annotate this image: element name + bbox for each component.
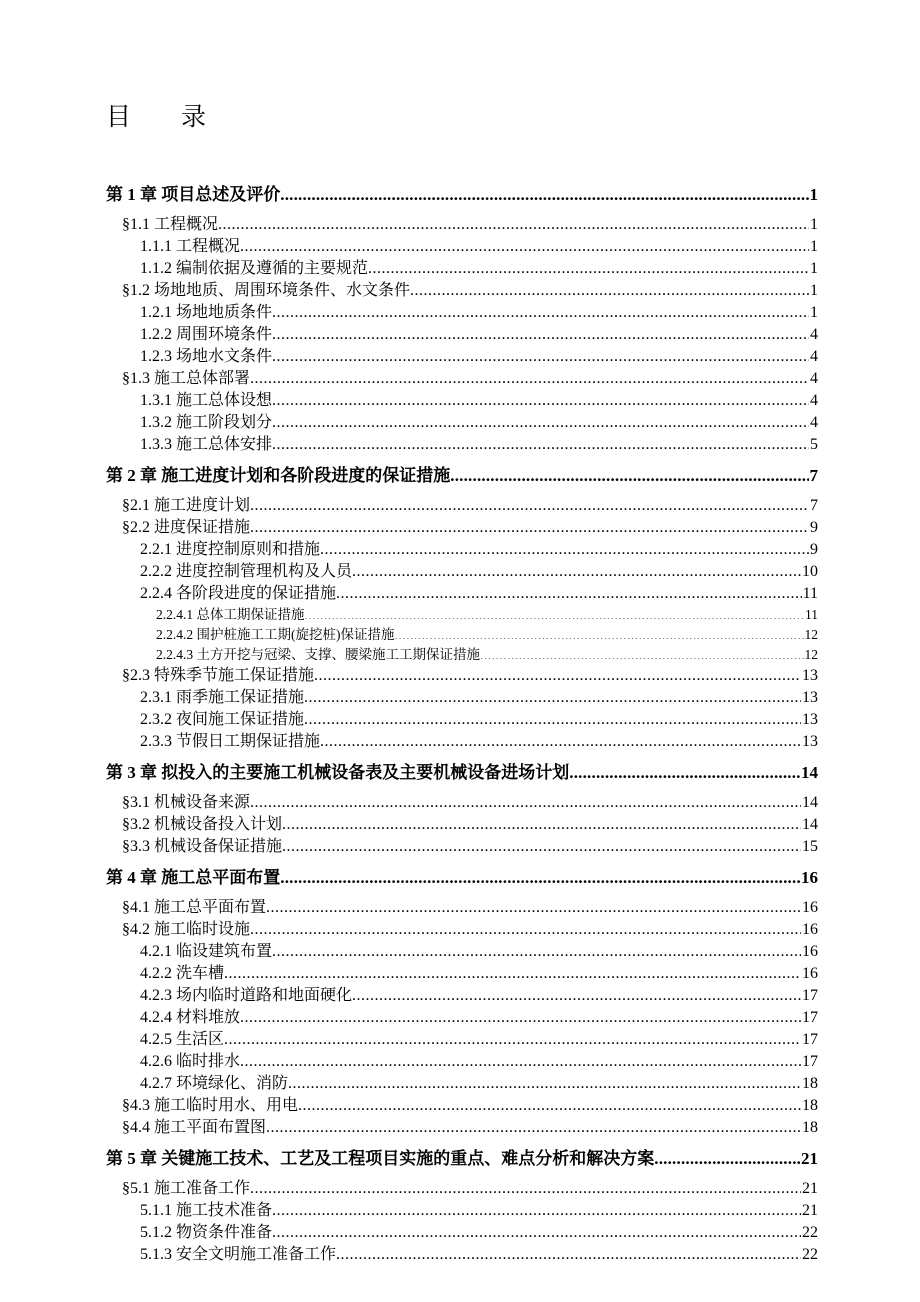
- toc-leader-dots: [272, 390, 809, 406]
- toc-leader-dots: [282, 836, 801, 852]
- toc-leader-dots: [272, 1222, 801, 1238]
- toc-entry-label: 第 1 章 项目总述及评价: [106, 185, 281, 204]
- toc-entry[interactable]: [122, 665, 818, 687]
- toc-entry[interactable]: [140, 561, 818, 583]
- toc-leader-dots: [450, 466, 808, 483]
- toc-leader-dots: [395, 626, 804, 640]
- toc-entry-page-number: 16: [802, 943, 818, 960]
- toc-entry-page-number: 22: [802, 1246, 818, 1263]
- toc-entry[interactable]: [140, 1029, 818, 1051]
- toc-entry[interactable]: [106, 185, 818, 205]
- toc-entry-page-number: 4: [810, 414, 818, 431]
- toc-leader-dots: [224, 963, 801, 979]
- toc-entry-label: §2.1 施工进度计划: [122, 497, 251, 514]
- toc-entry-page-number: 13: [802, 711, 818, 728]
- toc-entry-page-number: 1: [810, 238, 818, 255]
- toc-leader-dots: [336, 583, 802, 599]
- toc-entry-page-number: 4: [810, 392, 818, 409]
- toc-entry-page-number: 18: [802, 1119, 818, 1136]
- toc-entry-label: §3.1 机械设备来源: [122, 794, 251, 811]
- toc-entry[interactable]: [140, 687, 818, 709]
- toc-entry[interactable]: [140, 709, 818, 731]
- toc-entry-label: 2.2.4.3 土方开挖与冠梁、支撑、腰梁施工工期保证措施: [156, 647, 480, 662]
- toc-entry-label: §3.2 机械设备投入计划: [122, 816, 283, 833]
- toc-entry-label: 2.2.4.1 总体工期保证措施: [156, 607, 305, 622]
- toc-entry[interactable]: [140, 539, 818, 561]
- table-of-contents: [0, 175, 920, 1266]
- toc-leader-dots: [288, 1073, 801, 1089]
- toc-entry-page-number: 22: [802, 1224, 818, 1241]
- toc-entry[interactable]: [140, 985, 818, 1007]
- toc-leader-dots: [320, 539, 809, 555]
- toc-entry[interactable]: [106, 868, 818, 888]
- toc-entry[interactable]: [106, 763, 818, 783]
- toc-leader-dots: [304, 687, 801, 703]
- toc-entry-page-number: 7: [809, 466, 818, 485]
- toc-entry[interactable]: [140, 258, 818, 280]
- toc-entry[interactable]: [140, 1244, 818, 1266]
- toc-entry[interactable]: [140, 324, 818, 346]
- toc-entry-label: 第 3 章 拟投入的主要施工机械设备表及主要机械设备进场计划: [106, 763, 570, 782]
- toc-entry-label: 1.2.1 场地地质条件: [140, 304, 273, 321]
- toc-leader-dots: [250, 517, 809, 533]
- toc-entry-label: 2.2.4 各阶段进度的保证措施: [140, 585, 337, 602]
- toc-entry-page-number: 21: [802, 1180, 818, 1197]
- toc-entry[interactable]: [140, 236, 818, 258]
- toc-entry-page-number: 7: [810, 497, 818, 514]
- toc-entry[interactable]: [122, 517, 818, 539]
- toc-leader-dots: [250, 792, 801, 808]
- toc-leader-dots: [250, 919, 801, 935]
- toc-entry[interactable]: [122, 897, 818, 919]
- toc-entry[interactable]: [106, 466, 818, 486]
- toc-entry-page-number: 16: [802, 899, 818, 916]
- toc-entry-page-number: 1: [810, 260, 818, 277]
- toc-entry-page-number: 4: [810, 370, 818, 387]
- toc-entry[interactable]: [106, 1149, 818, 1169]
- toc-entry-page-number: 1: [809, 185, 818, 204]
- toc-leader-dots: [272, 324, 809, 340]
- toc-entry-page-number: 17: [802, 987, 818, 1004]
- toc-entry-page-number: 12: [804, 647, 818, 662]
- toc-entry-label: 4.2.2 洗车槽: [140, 965, 225, 982]
- toc-entry-page-number: 4: [810, 348, 818, 365]
- toc-entry[interactable]: [122, 280, 818, 302]
- toc-leader-dots: [272, 1200, 801, 1216]
- toc-leader-dots: [569, 763, 800, 780]
- toc-entry-page-number: 9: [810, 519, 818, 536]
- toc-entry-label: 1.2.2 周围环境条件: [140, 326, 273, 343]
- toc-entry-label: §2.3 特殊季节施工保证措施: [122, 667, 315, 684]
- toc-entry[interactable]: [140, 390, 818, 412]
- toc-entry-page-number: 13: [802, 689, 818, 706]
- toc-entry[interactable]: [140, 346, 818, 368]
- toc-leader-dots: [298, 1095, 801, 1111]
- toc-entry[interactable]: [140, 412, 818, 434]
- toc-entry[interactable]: [122, 214, 818, 236]
- toc-entry-page-number: 11: [805, 607, 818, 622]
- toc-entry-page-number: 11: [802, 585, 818, 602]
- toc-entry-label: 1.1.1 工程概况: [140, 238, 241, 255]
- toc-entry[interactable]: [140, 302, 818, 324]
- toc-leader-dots: [266, 1117, 801, 1133]
- toc-leader-dots: [280, 185, 808, 202]
- toc-entry-page-number: 4: [810, 326, 818, 343]
- toc-entry[interactable]: [122, 792, 818, 814]
- toc-entry[interactable]: [140, 1007, 818, 1029]
- toc-leader-dots: [352, 561, 801, 577]
- toc-entry[interactable]: [122, 814, 818, 836]
- toc-entry-label: 第 2 章 施工进度计划和各阶段进度的保证措施: [106, 466, 451, 485]
- toc-entry-page-number: 9: [810, 541, 818, 558]
- toc-entry-page-number: 5: [810, 436, 818, 453]
- toc-leader-dots: [320, 731, 801, 747]
- toc-entry-label: 1.2.3 场地水文条件: [140, 348, 273, 365]
- toc-leader-dots: [272, 302, 809, 318]
- toc-entry[interactable]: [122, 1095, 818, 1117]
- toc-entry-label: 4.2.7 环境绿化、消防: [140, 1075, 289, 1092]
- toc-entry-label: 4.2.6 临时排水: [140, 1053, 241, 1070]
- toc-entry-label: 2.3.2 夜间施工保证措施: [140, 711, 305, 728]
- toc-entry-label: 1.3.2 施工阶段划分: [140, 414, 273, 431]
- toc-entry-label: §4.2 施工临时设施: [122, 921, 251, 938]
- toc-entry-label: §4.3 施工临时用水、用电: [122, 1097, 299, 1114]
- toc-entry-label: §4.1 施工总平面布置: [122, 899, 267, 916]
- toc-entry-label: 1.3.1 施工总体设想: [140, 392, 273, 409]
- toc-entry[interactable]: [156, 645, 818, 665]
- toc-leader-dots: [480, 646, 804, 660]
- toc-entry-page-number: 14: [801, 763, 818, 782]
- toc-leader-dots: [368, 258, 809, 274]
- toc-entry-label: 第 4 章 施工总平面布置: [106, 868, 281, 887]
- toc-entry-label: 4.2.1 临设建筑布置: [140, 943, 273, 960]
- toc-entry-label: 2.2.2 进度控制管理机构及人员: [140, 563, 353, 580]
- toc-entry[interactable]: [140, 941, 818, 963]
- toc-leader-dots: [272, 434, 809, 450]
- toc-entry-page-number: 17: [802, 1009, 818, 1026]
- toc-entry[interactable]: [122, 1178, 818, 1200]
- toc-entry[interactable]: [156, 625, 818, 645]
- toc-entry-label: 5.1.2 物资条件准备: [140, 1224, 273, 1241]
- toc-leader-dots: [240, 1051, 801, 1067]
- toc-entry[interactable]: [122, 1117, 818, 1139]
- toc-leader-dots: [280, 868, 800, 885]
- toc-entry-page-number: 1: [810, 282, 818, 299]
- toc-entry-label: 2.3.3 节假日工期保证措施: [140, 733, 321, 750]
- toc-entry-page-number: 1: [810, 304, 818, 321]
- toc-leader-dots: [266, 897, 801, 913]
- toc-entry-page-number: 13: [802, 667, 818, 684]
- toc-entry-label: 5.1.3 安全文明施工准备工作: [140, 1246, 337, 1263]
- toc-leader-dots: [654, 1149, 800, 1166]
- toc-leader-dots: [336, 1244, 801, 1260]
- toc-entry-label: 5.1.1 施工技术准备: [140, 1202, 273, 1219]
- toc-leader-dots: [218, 214, 809, 230]
- toc-entry-label: §1.2 场地地质、周围环境条件、水文条件: [122, 282, 411, 299]
- toc-entry[interactable]: [122, 368, 818, 390]
- toc-entry-label: §1.1 工程概况: [122, 216, 219, 233]
- toc-entry-page-number: 13: [802, 733, 818, 750]
- toc-entry-page-number: 14: [802, 794, 818, 811]
- toc-entry-page-number: 17: [802, 1053, 818, 1070]
- toc-entry[interactable]: [156, 605, 818, 625]
- toc-leader-dots: [224, 1029, 801, 1045]
- toc-entry-label: 2.2.1 进度控制原则和措施: [140, 541, 321, 558]
- toc-entry-page-number: 18: [802, 1075, 818, 1092]
- toc-entry[interactable]: [140, 1051, 818, 1073]
- toc-leader-dots: [282, 814, 801, 830]
- toc-entry-page-number: 15: [802, 838, 818, 855]
- toc-entry[interactable]: [122, 495, 818, 517]
- toc-entry-label: §5.1 施工准备工作: [122, 1180, 251, 1197]
- toc-entry-page-number: 18: [802, 1097, 818, 1114]
- toc-entry-label: 4.2.4 材料堆放: [140, 1009, 241, 1026]
- toc-entry-page-number: 10: [802, 563, 818, 580]
- toc-entry-label: 4.2.5 生活区: [140, 1031, 225, 1048]
- toc-entry-label: 2.2.4.2 围护桩施工工期(旋挖桩)保证措施: [156, 627, 395, 642]
- toc-entry-page-number: 17: [802, 1031, 818, 1048]
- toc-entry-label: §2.2 进度保证措施: [122, 519, 251, 536]
- toc-leader-dots: [250, 368, 809, 384]
- toc-entry-label: §3.3 机械设备保证措施: [122, 838, 283, 855]
- toc-entry-label: §1.3 施工总体部署: [122, 370, 251, 387]
- toc-entry[interactable]: [140, 731, 818, 753]
- toc-entry[interactable]: [122, 919, 818, 941]
- toc-leader-dots: [272, 941, 801, 957]
- toc-leader-dots: [304, 709, 801, 725]
- toc-leader-dots: [352, 985, 801, 1001]
- toc-leader-dots: [250, 495, 809, 511]
- toc-entry[interactable]: [122, 836, 818, 858]
- page-title: 目 录: [106, 104, 207, 131]
- toc-entry[interactable]: [140, 1222, 818, 1244]
- toc-leader-dots: [240, 1007, 801, 1023]
- toc-entry[interactable]: [140, 1073, 818, 1095]
- toc-entry-label: 1.1.2 编制依据及遵循的主要规范: [140, 260, 369, 277]
- toc-entry[interactable]: [140, 963, 818, 985]
- toc-entry[interactable]: [140, 1200, 818, 1222]
- toc-entry-label: 1.3.3 施工总体安排: [140, 436, 273, 453]
- toc-entry-page-number: 14: [802, 816, 818, 833]
- toc-entry-page-number: 12: [804, 627, 818, 642]
- toc-entry[interactable]: [140, 583, 818, 605]
- toc-entry-page-number: 1: [810, 216, 818, 233]
- toc-entry[interactable]: [140, 434, 818, 456]
- toc-leader-dots: [410, 280, 809, 296]
- toc-entry-page-number: 16: [801, 868, 818, 887]
- toc-leader-dots: [240, 236, 809, 252]
- toc-entry-page-number: 16: [802, 965, 818, 982]
- toc-entry-page-number: 21: [801, 1149, 818, 1168]
- toc-entry-page-number: 16: [802, 921, 818, 938]
- toc-leader-dots: [250, 1178, 801, 1194]
- toc-entry-page-number: 21: [802, 1202, 818, 1219]
- toc-entry-label: §4.4 施工平面布置图: [122, 1119, 267, 1136]
- toc-entry-label: 4.2.3 场内临时道路和地面硬化: [140, 987, 353, 1004]
- toc-leader-dots: [305, 606, 805, 620]
- toc-leader-dots: [272, 412, 809, 428]
- toc-entry-label: 第 5 章 关键施工技术、工艺及工程项目实施的重点、难点分析和解决方案: [106, 1149, 655, 1168]
- toc-leader-dots: [272, 346, 809, 362]
- toc-leader-dots: [314, 665, 801, 681]
- toc-entry-label: 2.3.1 雨季施工保证措施: [140, 689, 305, 706]
